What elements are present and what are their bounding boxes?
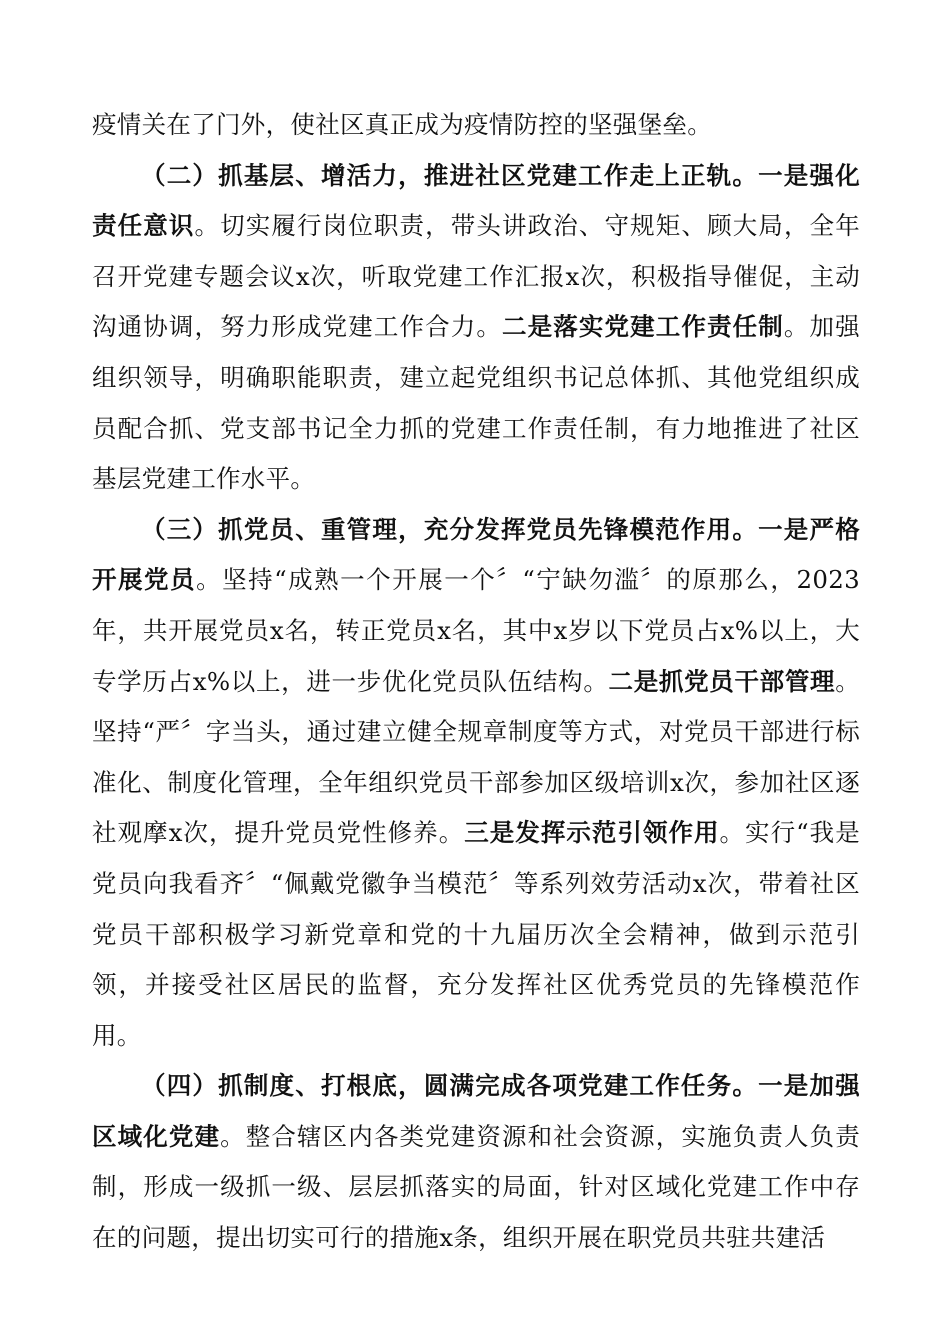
section-heading-2: （二）抓基层、增活力，推进社区党建工作走上正轨。 [141, 160, 759, 190]
body-text: 。加强组织领导，明确职能职责，建立起党组织书记总体抓、其他党组织成员配合抓、党支部书记全力抓的党建工作责任制，有力地推进了社区基层党建工作水平。 [92, 312, 860, 494]
paragraph-1-text: 疫情关在了门外，使社区真正成为疫情防控的坚强堡垒。 [92, 110, 712, 139]
section-heading-3: （三）抓党员、重管理，充分发挥党员先锋模范作用。 [141, 514, 759, 544]
body-text: 。实行“我是党员向我看齐〞“佩戴党徽争当模范〞等系列效劳活动x次，带着社区党员干部积极学习新党章和党的十九届历次全会精神，做到示范引领，并接受社区居民的监督，充分发挥社区优秀党员的先锋模范作用。 [92, 818, 860, 1050]
paragraph-2 [92, 151, 860, 505]
point-heading-2: 二是抓党员干部管理 [608, 666, 836, 696]
body-text: 。坚持“成熟一个开展一个〞“宁缺勿滥〞的原那么，2023年，共开展党员x名，转正党员x名，其中x岁以下党员占x%以上，大专学历占x%以上，进一步优化党员队伍结构。 [92, 565, 860, 696]
point-heading-1: 一是严格开展党员 [92, 514, 860, 595]
body-text: 。整合辖区内各类党建资源和社会资源，实施负责人负责制，形成一级抓一级、层层抓落实的局面，针对区域化党建工作中存在的问题，提出切实可行的措施x条，组织开展在职党员共驻共建活 [92, 1121, 860, 1253]
point-heading-2: 二是落实党建工作责任制 [502, 312, 784, 342]
document-page [92, 100, 860, 1264]
paragraph-3 [92, 505, 860, 1062]
paragraph-4 [92, 1061, 860, 1263]
point-heading-3: 三是发挥示范引领作用 [464, 818, 720, 848]
paragraph-1 [92, 100, 860, 151]
point-heading-1: 一是加强区域化党建 [92, 1071, 860, 1151]
body-text: 。切实履行岗位职责，带头讲政治、守规矩、顾大局，全年召开党建专题会议x次，听取党建工作汇报x次，积极指导催促，主动沟通协调，努力形成党建工作合力。 [92, 211, 861, 342]
section-heading-4: （四）抓制度、打根底，圆满完成各项党建工作任务。 [141, 1071, 759, 1101]
body-text: 。坚持“严〞字当头，通过建立健全规章制度等方式，对党员干部进行标准化、制度化管理，全年组织党员干部参加区级培训x次，参加社区逐社观摩x次，提升党员党性修养。 [92, 666, 860, 848]
point-heading-1: 一是强化责任意识 [92, 160, 860, 241]
